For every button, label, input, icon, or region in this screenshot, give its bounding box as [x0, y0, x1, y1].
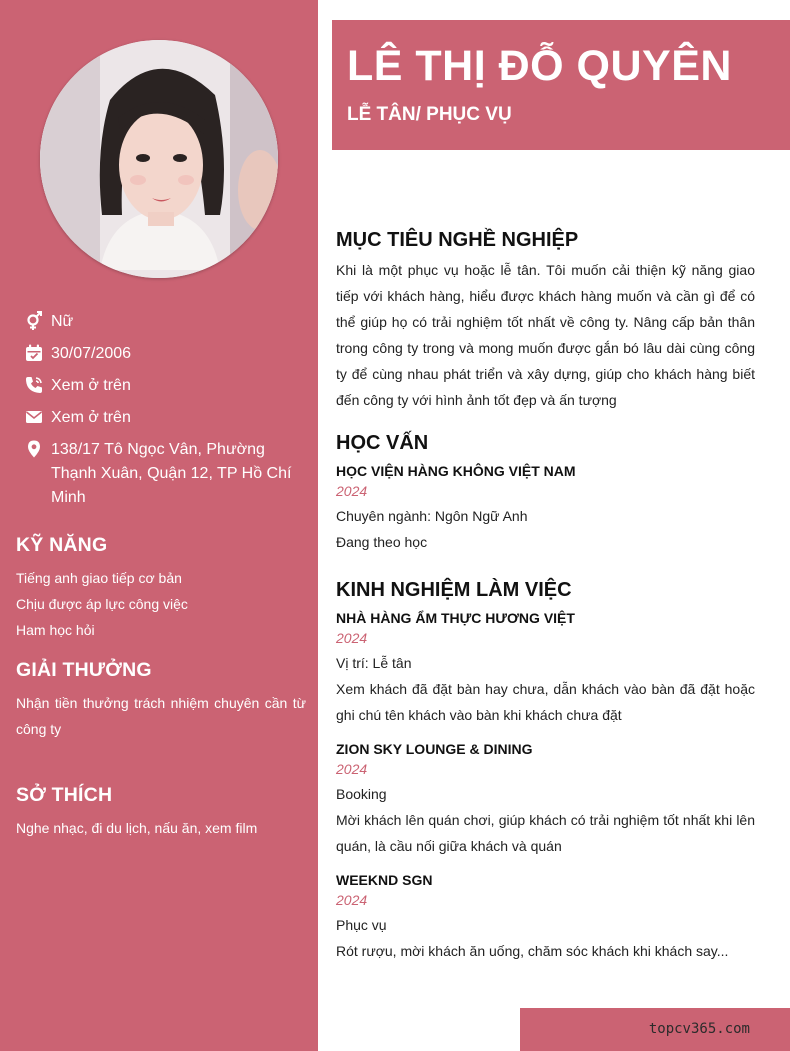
contact-email: [24, 406, 304, 430]
gender-icon: [24, 311, 44, 331]
awards-text: Nhận tiền thưởng trách nhiệm chuyên cần từ công ty: [16, 695, 306, 737]
awards-title: GIẢI THƯỞNG: [16, 659, 152, 681]
job-year: 2024: [336, 630, 368, 646]
contact-address: [24, 438, 304, 510]
name-header: [332, 20, 790, 150]
objective-section: [336, 229, 755, 413]
footer-bar: [520, 1008, 790, 1051]
contact-birthday: [24, 342, 304, 366]
envelope-icon: [24, 407, 44, 427]
experience-section: [336, 579, 755, 964]
job-role: Phục vụ: [336, 917, 387, 933]
skill-item: Chịu được áp lực công việc: [16, 596, 188, 612]
school-name: HỌC VIỆN HÀNG KHÔNG VIỆT NAM: [336, 463, 576, 479]
experience-item: [336, 610, 755, 728]
skill-item: Ham học hỏi: [16, 622, 95, 638]
objective-text: Khi là một phục vụ hoặc lễ tân. Tôi muốn cải thiện kỹ năng giao tiếp với khách hàng, hiểu được khách hàng muốn và cần gì để có thể giúp họ có trải nghiệm tốt nhất về công ty. Nâng cấp bản thân trong công ty trong và mong muốn được gắn bó lâu dài cùng công ty để cùng nhau phát triển và xây dựng, giúp cho khách hàng biết đến công ty với hình ảnh tốt đẹp và ấn tượng: [336, 262, 755, 408]
hobbies-section: [16, 784, 306, 841]
awards-section: [16, 659, 306, 742]
hobbies-title: SỞ THÍCH: [16, 784, 113, 806]
skill-item: Tiếng anh giao tiếp cơ bản: [16, 570, 182, 586]
gender-value: Nữ: [51, 313, 74, 330]
job-description: Rót rượu, mời khách ăn uống, chăm sóc khách khi khách say...: [336, 943, 729, 959]
education-status: Đang theo học: [336, 534, 428, 550]
company-name: WEEKND SGN: [336, 872, 433, 888]
company-name: NHÀ HÀNG ẨM THỰC HƯƠNG VIỆT: [336, 610, 575, 626]
sidebar: [0, 0, 318, 1051]
hobbies-text: Nghe nhạc, đi du lịch, nấu ăn, xem film: [16, 820, 258, 836]
education-title: HỌC VẤN: [336, 432, 429, 454]
job-year: 2024: [336, 761, 368, 777]
job-role: Vị trí: Lễ tân: [336, 655, 412, 671]
phone-icon: [24, 375, 44, 395]
contact-gender: [24, 310, 304, 334]
experience-title: KINH NGHIỆM LÀM VIỆC: [336, 579, 572, 601]
job-role: Booking: [336, 786, 387, 802]
objective-title: MỤC TIÊU NGHỀ NGHIỆP: [336, 229, 579, 251]
contact-info: [24, 310, 304, 518]
company-name: ZION SKY LOUNGE & DINING: [336, 741, 533, 757]
experience-item: [336, 872, 755, 964]
location-pin-icon: [24, 439, 44, 459]
job-description: Mời khách lên quán chơi, giúp khách có trải nghiệm tốt nhất khi lên quán, là cầu nối giữa khách và quán: [336, 812, 755, 854]
email-value[interactable]: Xem ở trên: [51, 409, 131, 426]
birthday-value: 30/07/2006: [51, 345, 132, 362]
skills-section: [16, 534, 306, 643]
candidate-name: LÊ THỊ ĐỖ QUYÊN: [347, 42, 732, 90]
phone-value[interactable]: Xem ở trên: [51, 377, 131, 394]
education-major: Chuyên ngành: Ngôn Ngữ Anh: [336, 508, 528, 524]
job-year: 2024: [336, 892, 368, 908]
education-year: 2024: [336, 483, 368, 499]
education-section: [336, 432, 755, 555]
address-value: 138/17 Tô Ngọc Vân, Phường Thạnh Xuân, Quận 12, TP Hồ Chí Minh: [51, 441, 292, 506]
experience-item: [336, 741, 755, 859]
avatar: [40, 40, 278, 278]
contact-phone: [24, 374, 304, 398]
job-description: Xem khách đã đặt bàn hay chưa, dẫn khách vào bàn đã đặt hoặc ghi chú tên khách vào bàn khi khách chưa đặt: [336, 681, 755, 723]
skills-title: KỸ NĂNG: [16, 534, 108, 556]
watermark: topcv365.com: [648, 1021, 750, 1037]
candidate-position: LỄ TÂN/ PHỤC VỤ: [347, 104, 512, 125]
calendar-icon: [24, 343, 44, 363]
